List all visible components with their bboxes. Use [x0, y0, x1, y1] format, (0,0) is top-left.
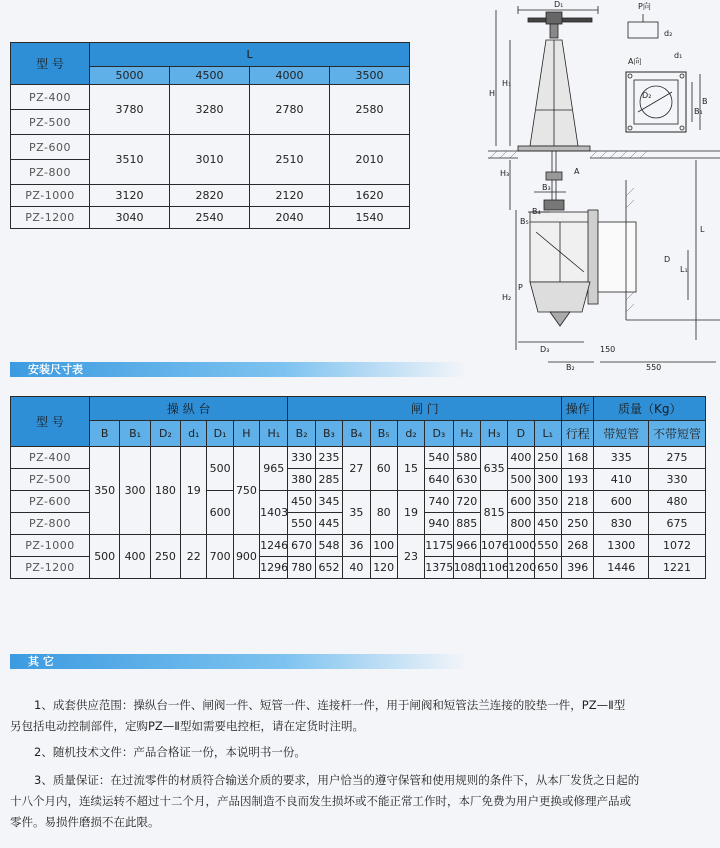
value-cell: 1175 [425, 535, 453, 557]
value-cell: 3510 [90, 135, 170, 185]
length-table [10, 42, 410, 229]
value-cell: 400 [120, 535, 150, 579]
length-header: L [90, 43, 410, 67]
col-header: B₄ [343, 421, 370, 447]
value-cell: 1300 [594, 535, 649, 557]
col-header: 不带短管 [649, 421, 706, 447]
col-header: D [508, 421, 534, 447]
value-cell: 780 [288, 557, 315, 579]
value-cell: 1221 [649, 557, 706, 579]
value-cell: 410 [594, 469, 649, 491]
value-cell: 218 [562, 491, 594, 513]
value-cell: 450 [534, 513, 561, 535]
col-header: H₂ [453, 421, 480, 447]
drawing-label: d₂ [664, 29, 673, 38]
value-cell: 2510 [250, 135, 330, 185]
value-cell: 1540 [330, 207, 410, 229]
paragraph-line: 2、随机技术文件：产品合格证一份，本说明书一份。 [34, 745, 306, 759]
model-cell: PZ-600 [11, 491, 90, 513]
value-cell: 550 [288, 513, 315, 535]
value-cell: 36 [343, 535, 370, 557]
value-cell: 180 [150, 447, 180, 535]
value-cell: 168 [562, 447, 594, 469]
drawing-label: D₂ [642, 91, 652, 100]
value-cell: 700 [207, 535, 233, 579]
table-row [11, 207, 410, 229]
value-cell: 60 [370, 447, 397, 491]
value-cell: 965 [260, 447, 288, 491]
length-subheader: 3500 [330, 67, 410, 85]
value-cell: 1106 [480, 557, 507, 579]
value-cell: 250 [534, 447, 561, 469]
value-cell: 885 [453, 513, 480, 535]
drawing-label: D [664, 255, 671, 264]
value-cell: 330 [649, 469, 706, 491]
drawing-label: P向 [638, 2, 651, 11]
col-header: D₁ [207, 421, 233, 447]
col-header: d₁ [181, 421, 207, 447]
value-cell: 396 [562, 557, 594, 579]
paragraph-line: 零件。易损件磨损不在此限。 [10, 815, 160, 829]
model-cell: PZ-400 [11, 85, 90, 110]
value-cell: 250 [150, 535, 180, 579]
value-cell: 720 [453, 491, 480, 513]
drawing-label: H₂ [502, 293, 512, 302]
model-cell: PZ-500 [11, 110, 90, 135]
drawing-label: L [700, 225, 705, 234]
value-cell: 1000 [508, 535, 534, 557]
weight-group-header: 质量（Kg） [594, 397, 706, 421]
value-cell: 445 [315, 513, 342, 535]
value-cell: 940 [425, 513, 453, 535]
paragraph-documents [10, 742, 710, 763]
value-cell: 1072 [649, 535, 706, 557]
value-cell: 670 [288, 535, 315, 557]
value-cell: 900 [233, 535, 259, 579]
drawing-label: P [518, 283, 523, 292]
paragraph-supply-scope [10, 695, 710, 737]
col-header: B [90, 421, 120, 447]
value-cell: 1375 [425, 557, 453, 579]
gate-valve-drawing [488, 0, 720, 372]
value-cell: 40 [343, 557, 370, 579]
value-cell: 100 [370, 535, 397, 557]
value-cell: 2820 [170, 185, 250, 207]
table-row [11, 85, 410, 110]
value-cell: 1620 [330, 185, 410, 207]
value-cell: 275 [649, 447, 706, 469]
model-cell: PZ-800 [11, 160, 90, 185]
col-header: B₃ [315, 421, 342, 447]
drawing-label: H₃ [500, 169, 510, 178]
value-cell: 120 [370, 557, 397, 579]
value-cell: 2120 [250, 185, 330, 207]
value-cell: 548 [315, 535, 342, 557]
length-subheader: 4500 [170, 67, 250, 85]
table-row [11, 447, 706, 469]
value-cell: 640 [425, 469, 453, 491]
table-row [11, 535, 706, 557]
col-header: H₁ [260, 421, 288, 447]
value-cell: 1076 [480, 535, 507, 557]
value-cell: 3010 [170, 135, 250, 185]
drawing-label: 550 [646, 363, 662, 372]
value-cell: 1080 [453, 557, 480, 579]
length-subheader: 5000 [90, 67, 170, 85]
paragraph-line: 另包括电动控制部件，定购PZ—Ⅱ型如需要电控柜，请在定货时注明。 [10, 719, 364, 733]
table-row [11, 135, 410, 160]
console-group-header: 操 纵 台 [90, 397, 288, 421]
drawing-label: B₄ [532, 207, 541, 216]
model-cell: PZ-400 [11, 447, 90, 469]
value-cell: 1246 [260, 535, 288, 557]
model-cell: PZ-1200 [11, 557, 90, 579]
value-cell: 966 [453, 535, 480, 557]
gate-group-header: 闸 门 [288, 397, 562, 421]
paragraph-warranty [10, 770, 710, 833]
value-cell: 2540 [170, 207, 250, 229]
value-cell: 3120 [90, 185, 170, 207]
value-cell: 235 [315, 447, 342, 469]
col-header: B₂ [288, 421, 315, 447]
value-cell: 400 [508, 447, 534, 469]
value-cell: 27 [343, 447, 370, 491]
value-cell: 2580 [330, 85, 410, 135]
value-cell: 19 [181, 447, 207, 535]
value-cell: 580 [453, 447, 480, 469]
value-cell: 500 [508, 469, 534, 491]
value-cell: 19 [397, 491, 424, 535]
value-cell: 268 [562, 535, 594, 557]
section-tag-other: 其 它 [10, 654, 468, 669]
value-cell: 22 [181, 535, 207, 579]
value-cell: 1403 [260, 491, 288, 535]
col-header: D₃ [425, 421, 453, 447]
col-header: L₁ [534, 421, 561, 447]
model-cell: PZ-1200 [11, 207, 90, 229]
model-cell: PZ-1000 [11, 185, 90, 207]
value-cell: 480 [649, 491, 706, 513]
value-cell: 350 [90, 447, 120, 535]
drawing-label: L₁ [680, 265, 688, 274]
length-subheader: 4000 [250, 67, 330, 85]
model-cell: PZ-800 [11, 513, 90, 535]
model-cell: PZ-1000 [11, 535, 90, 557]
value-cell: 80 [370, 491, 397, 535]
drawing-label: d₁ [674, 51, 683, 60]
value-cell: 635 [480, 447, 507, 491]
col-header: B₁ [120, 421, 150, 447]
value-cell: 35 [343, 491, 370, 535]
value-cell: 500 [207, 447, 233, 491]
value-cell: 450 [288, 491, 315, 513]
value-cell: 3780 [90, 85, 170, 135]
drawing-label: H [489, 89, 496, 98]
model-header: 型 号 [11, 43, 90, 85]
value-cell: 3280 [170, 85, 250, 135]
table-row [11, 185, 410, 207]
value-cell: 600 [508, 491, 534, 513]
model-cell: PZ-500 [11, 469, 90, 491]
value-cell: 750 [233, 447, 259, 535]
value-cell: 600 [207, 491, 233, 535]
stroke-header: 操作 [562, 397, 594, 421]
value-cell: 600 [594, 491, 649, 513]
drawing-label: A向 [628, 57, 642, 66]
drawing-label: B [702, 97, 708, 106]
paragraph-line: 3、质量保证：在过流零件的材质符合输送介质的要求，用户恰当的遵守保管和使用规则的条件下，从本厂发货之日起的 [34, 773, 640, 787]
value-cell: 740 [425, 491, 453, 513]
value-cell: 1446 [594, 557, 649, 579]
drawing-label: A [574, 167, 580, 176]
value-cell: 800 [508, 513, 534, 535]
value-cell: 23 [397, 535, 424, 579]
drawing-label: D₁ [554, 0, 564, 9]
col-header: 带短管 [594, 421, 649, 447]
col-header: d₂ [397, 421, 424, 447]
section-tag-install: 安装尺寸表 [10, 362, 468, 377]
col-header: B₅ [370, 421, 397, 447]
col-header: H₃ [480, 421, 507, 447]
value-cell: 630 [453, 469, 480, 491]
value-cell: 285 [315, 469, 342, 491]
drawing-label: B₃ [542, 183, 551, 192]
value-cell: 650 [534, 557, 561, 579]
value-cell: 3040 [90, 207, 170, 229]
value-cell: 300 [534, 469, 561, 491]
value-cell: 2040 [250, 207, 330, 229]
value-cell: 380 [288, 469, 315, 491]
value-cell: 250 [562, 513, 594, 535]
model-header: 型 号 [11, 397, 90, 447]
value-cell: 335 [594, 447, 649, 469]
value-cell: 500 [90, 535, 120, 579]
value-cell: 15 [397, 447, 424, 491]
value-cell: 830 [594, 513, 649, 535]
value-cell: 300 [120, 447, 150, 535]
value-cell: 1200 [508, 557, 534, 579]
install-dimension-table [10, 396, 706, 579]
value-cell: 345 [315, 491, 342, 513]
value-cell: 1296 [260, 557, 288, 579]
paragraph-line: 十八个月内，连续运转不超过十二个月，产品因制造不良而发生损坏或不能正常工作时，本厂免费为用户更换或修理产品或 [10, 794, 631, 808]
value-cell: 330 [288, 447, 315, 469]
paragraph-line: 1、成套供应范围：操纵台一件、闸阀一件、短管一件、连接杆一件，用于闸阀和短管法兰连接的胶垫一件，PZ—Ⅱ型 [34, 698, 626, 712]
col-header: D₂ [150, 421, 180, 447]
value-cell: 815 [480, 491, 507, 535]
value-cell: 2010 [330, 135, 410, 185]
drawing-label: D₃ [540, 345, 550, 354]
value-cell: 652 [315, 557, 342, 579]
value-cell: 540 [425, 447, 453, 469]
drawing-label: B₂ [566, 363, 575, 372]
stroke-subheader: 行程 [562, 421, 594, 447]
value-cell: 550 [534, 535, 561, 557]
value-cell: 350 [534, 491, 561, 513]
value-cell: 2780 [250, 85, 330, 135]
drawing-label: B₁ [694, 107, 703, 116]
drawing-label: H₁ [502, 79, 512, 88]
model-cell: PZ-600 [11, 135, 90, 160]
value-cell: 193 [562, 469, 594, 491]
value-cell: 675 [649, 513, 706, 535]
col-header: H [233, 421, 259, 447]
drawing-label: 150 [600, 345, 616, 354]
drawing-label: B₅ [520, 217, 529, 226]
